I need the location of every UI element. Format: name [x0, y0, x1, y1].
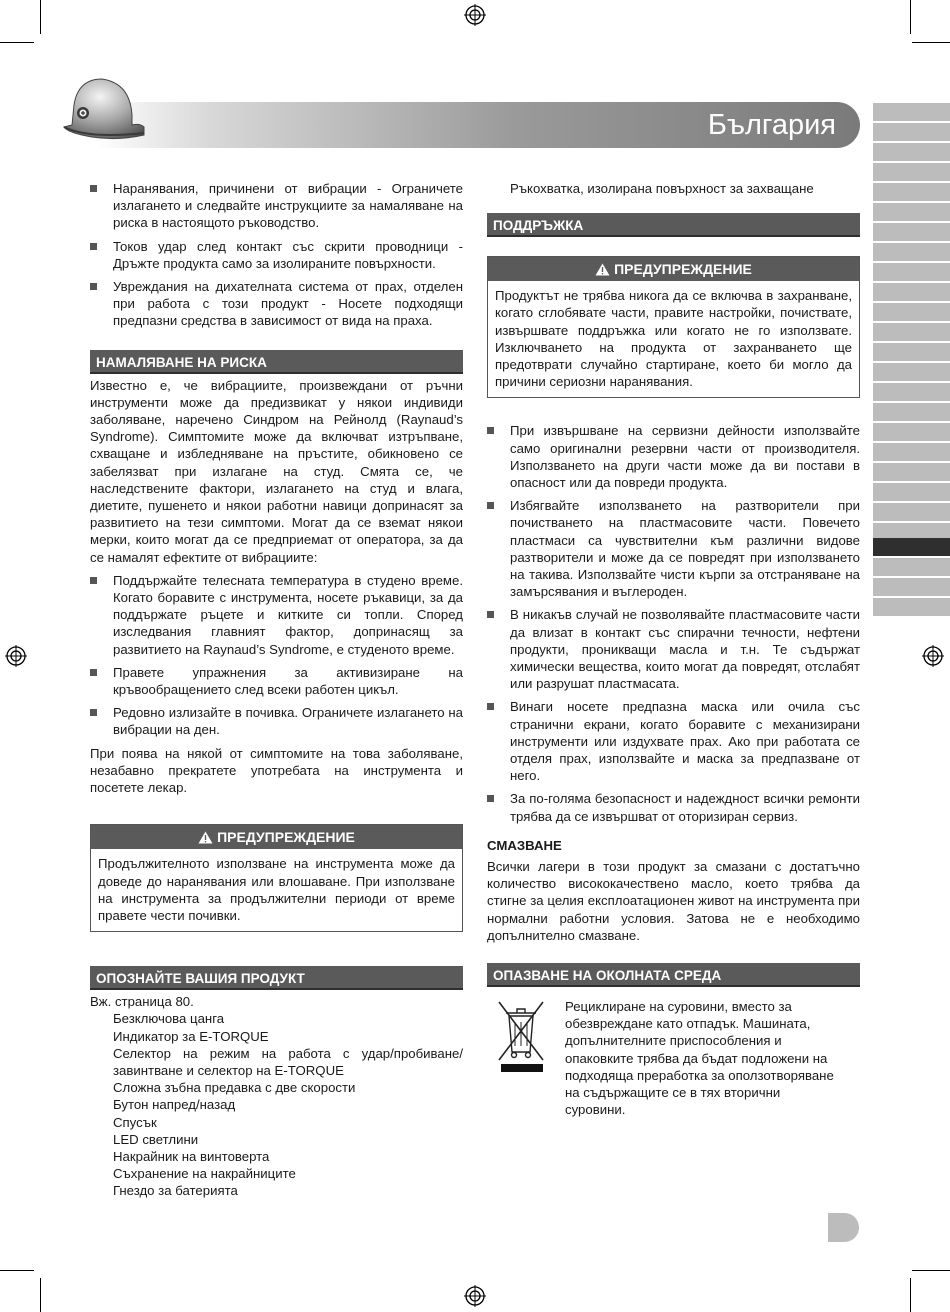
- side-tab: [873, 323, 950, 341]
- side-tab: [873, 443, 950, 461]
- maintenance-bullet-list: [487, 422, 860, 824]
- side-tab: [873, 243, 950, 261]
- side-tab: [873, 343, 950, 361]
- list-item: Правете упражнения за активизиране на кръвообращението след всеки работен цикъл.: [90, 664, 463, 698]
- crop-mark: [910, 0, 911, 34]
- section-heading-risk: НАМАЛЯВАНЕ НА РИСКА: [90, 350, 463, 374]
- hard-hat-icon: [58, 75, 158, 153]
- warning-triangle-icon: [595, 263, 610, 276]
- warning-header: [91, 825, 462, 849]
- list-item: Редовно излизайте в почивка. Ограничете излагането на вибрации на ден.: [90, 704, 463, 738]
- side-tab-active: [873, 538, 950, 556]
- side-tab: [873, 463, 950, 481]
- list-item: Сложна зъбна предавка с две скорости: [113, 1080, 356, 1096]
- side-tab: [873, 143, 950, 161]
- list-item: Наранявания, причинени от вибрации - Ограничете излагането и следвайте инструкциите за намаляване на риска в настоящото ръководство.: [90, 180, 463, 232]
- language-title: България: [707, 109, 836, 141]
- warning-title: ПРЕДУПРЕЖДЕНИЕ: [217, 829, 355, 846]
- side-tab: [873, 598, 950, 616]
- handle-text: Ръкохватка, изолирана повърхност за захващане: [510, 181, 814, 196]
- list-item: Накрайник на винтоверта: [113, 1148, 270, 1164]
- side-tab: [873, 403, 950, 421]
- crop-mark: [0, 42, 34, 43]
- side-tab: [873, 503, 950, 521]
- crop-mark: [912, 42, 950, 43]
- side-tab: [873, 558, 950, 576]
- list-item: Избягвайте използването на разтворители при почистването на пластмасовите части. Повечето пластмаси са чувствителни към различни видове разтворители и може да се повредят при използването на такива. Използвайте чисти кърпи за отстраняване на замърсявания и въглероден.: [487, 497, 860, 600]
- list-item: Увреждания на дихателната система от прах, отделен при работа с този продукт - Носете подходящи предпазни средства в зависимост от вида на праха.: [90, 278, 463, 330]
- left-column: [90, 180, 463, 1200]
- side-tab: [873, 123, 950, 141]
- list-item: Индикатор за E-TORQUE: [113, 1028, 269, 1044]
- warning-triangle-icon: [198, 831, 213, 844]
- list-item: Винаги носете предпазна маска или очила със странични екрани, когато боравите с механизирани инструменти или издухвате прах. Ако при работата се отделя прах, използвайте и маска за предпазване от него.: [487, 698, 860, 784]
- list-item: LED светлини: [113, 1131, 199, 1147]
- side-tab: [873, 103, 950, 121]
- side-tab: [873, 283, 950, 301]
- product-reference: Вж. страница 80.: [90, 994, 194, 1010]
- list-item: За по-голяма безопасност и надеждност всички ремонти трябва да се извършват от оторизиран сервиз.: [487, 790, 860, 824]
- environment-block: [487, 998, 860, 1128]
- side-tab: [873, 203, 950, 221]
- crop-mark: [912, 1270, 950, 1271]
- side-tab: [873, 483, 950, 501]
- warning-box: [487, 256, 860, 398]
- side-tab: [873, 383, 950, 401]
- risk-paragraph: Известно е, че вибрациите, произвеждани от ръчни инструменти може да предизвикат у някои индивиди заболяване, наречено Синдром на Рейнолд (Raynaud’s Syndrome). Симптомите може да включват изтръпване, схващане и избледняване на пръстите, обикновено се забелязват при излагане на студ. Смята се, че наследствените фактори, излагането на студ и влага, диетите, пушенето и някои работни навици допринасят за развитието на тези симптоми. Могат да се вземат някои мерки, които могат да се предприемат от оператора, за да се намалят ефектите от вибрациите:: [90, 377, 463, 565]
- section-heading-environment: ОПАЗВАНЕ НА ОКОЛНАТА СРЕДА: [487, 963, 860, 987]
- side-tab: [873, 303, 950, 321]
- lubrication-paragraph: Всички лагери в този продукт за смазани с достатъчно количество висококачествено масло, което трябва да стигне за целия експлоатационен живот на инструмента при нормални работни условия. Затова не е необходимо допълнително смазване.: [487, 858, 860, 943]
- warning-header: [488, 257, 859, 281]
- side-tab: [873, 363, 950, 381]
- list-item: Селектор на режим на работа с удар/пробиване/завинтване и селектор на E-TORQUE: [113, 1045, 463, 1078]
- list-item: Безключова цанга: [113, 1011, 225, 1027]
- intro-bullet-list: [90, 180, 463, 330]
- list-item: Съхранение на накрайниците: [113, 1166, 296, 1182]
- list-item: В никакъв случай не позволявайте пластмасовите части да влизат в контакт със спирачни течности, нефтени продукти, проникващи масла и т.н. Те съдържат химически вещества, които могат да повредят, отслабят или разрушат пластмасата.: [487, 606, 860, 692]
- risk-bullet-list: [90, 572, 463, 739]
- crop-mark: [40, 0, 41, 34]
- side-tab: [873, 423, 950, 441]
- lubrication-heading: СМАЗВАНЕ: [487, 837, 562, 853]
- side-tab: [873, 183, 950, 201]
- list-item: При извършване на сервизни дейности използвайте само оригинални резервни части от производителя. Използването на други части може да ви постави в опасност или да повреди продукта.: [487, 422, 860, 491]
- warning-text: Продуктът не трябва никога да се включва в захранване, когато сглобявате части, правите настройки, почиствате, извършвате поддръжка или когато не го използвате. Изключването на продукта от захранването ще предотврати случайно стартиране, което би могло да причини сериозни наранявания.: [495, 288, 852, 390]
- environment-text: Рециклиране на суровини, вместо за обезвреждане като отпадък. Машината, допълнителните приспособления и опаковките трябва да бъдат подложени на подходяща преработка за оползотворяване на съдържащите се в тях вторични суровини.: [565, 998, 834, 1118]
- list-item: Токов удар след контакт със скрити проводници - Дръжте продукта само за изолираните повърхности.: [90, 238, 463, 272]
- list-item: Гнездо за батерията: [113, 1183, 238, 1199]
- crop-mark: [910, 1278, 911, 1312]
- warning-title: ПРЕДУПРЕЖДЕНИЕ: [614, 261, 752, 278]
- warning-box: [90, 824, 463, 932]
- product-list: [90, 1010, 463, 1199]
- list-item: Поддържайте телесната температура в студено време. Когато боравите с инструмента, носете ръкавици, за да поддържате ръцете и китките си топли. Според изследвания главният фактор, допринасящ за развитието на Raynaud’s Syndrome, е студеното време.: [90, 572, 463, 658]
- section-heading-maintenance: ПОДДРЪЖКА: [487, 213, 860, 237]
- side-tab: [873, 223, 950, 241]
- list-item: Бутон напред/назад: [113, 1097, 236, 1113]
- crop-mark: [40, 1278, 41, 1312]
- side-tab: [873, 263, 950, 281]
- registration-mark-icon: [922, 645, 944, 667]
- crop-mark: [0, 1270, 34, 1271]
- side-tab: [873, 163, 950, 181]
- registration-mark-icon: [464, 4, 486, 26]
- section-heading-product: ОПОЗНАЙТЕ ВАШИЯ ПРОДУКТ: [90, 966, 463, 990]
- crossed-out-bin-icon: [495, 998, 547, 1074]
- registration-mark-icon: [464, 1285, 486, 1307]
- warning-text: Продължителното използване на инструмента може да доведе до наранявания или влошаване. При използване на инструмента за продължителни периоди от време правете чести почивки.: [98, 856, 455, 923]
- list-item: Спусък: [113, 1114, 157, 1130]
- registration-mark-icon: [5, 645, 27, 667]
- side-tab: [873, 578, 950, 596]
- page-number-tab: [828, 1213, 859, 1242]
- right-column: [487, 180, 860, 1128]
- risk-after-paragraph: При поява на някой от симптомите на това заболяване, незабавно прекратете употребата на инструмента и посетете лекар.: [90, 745, 463, 796]
